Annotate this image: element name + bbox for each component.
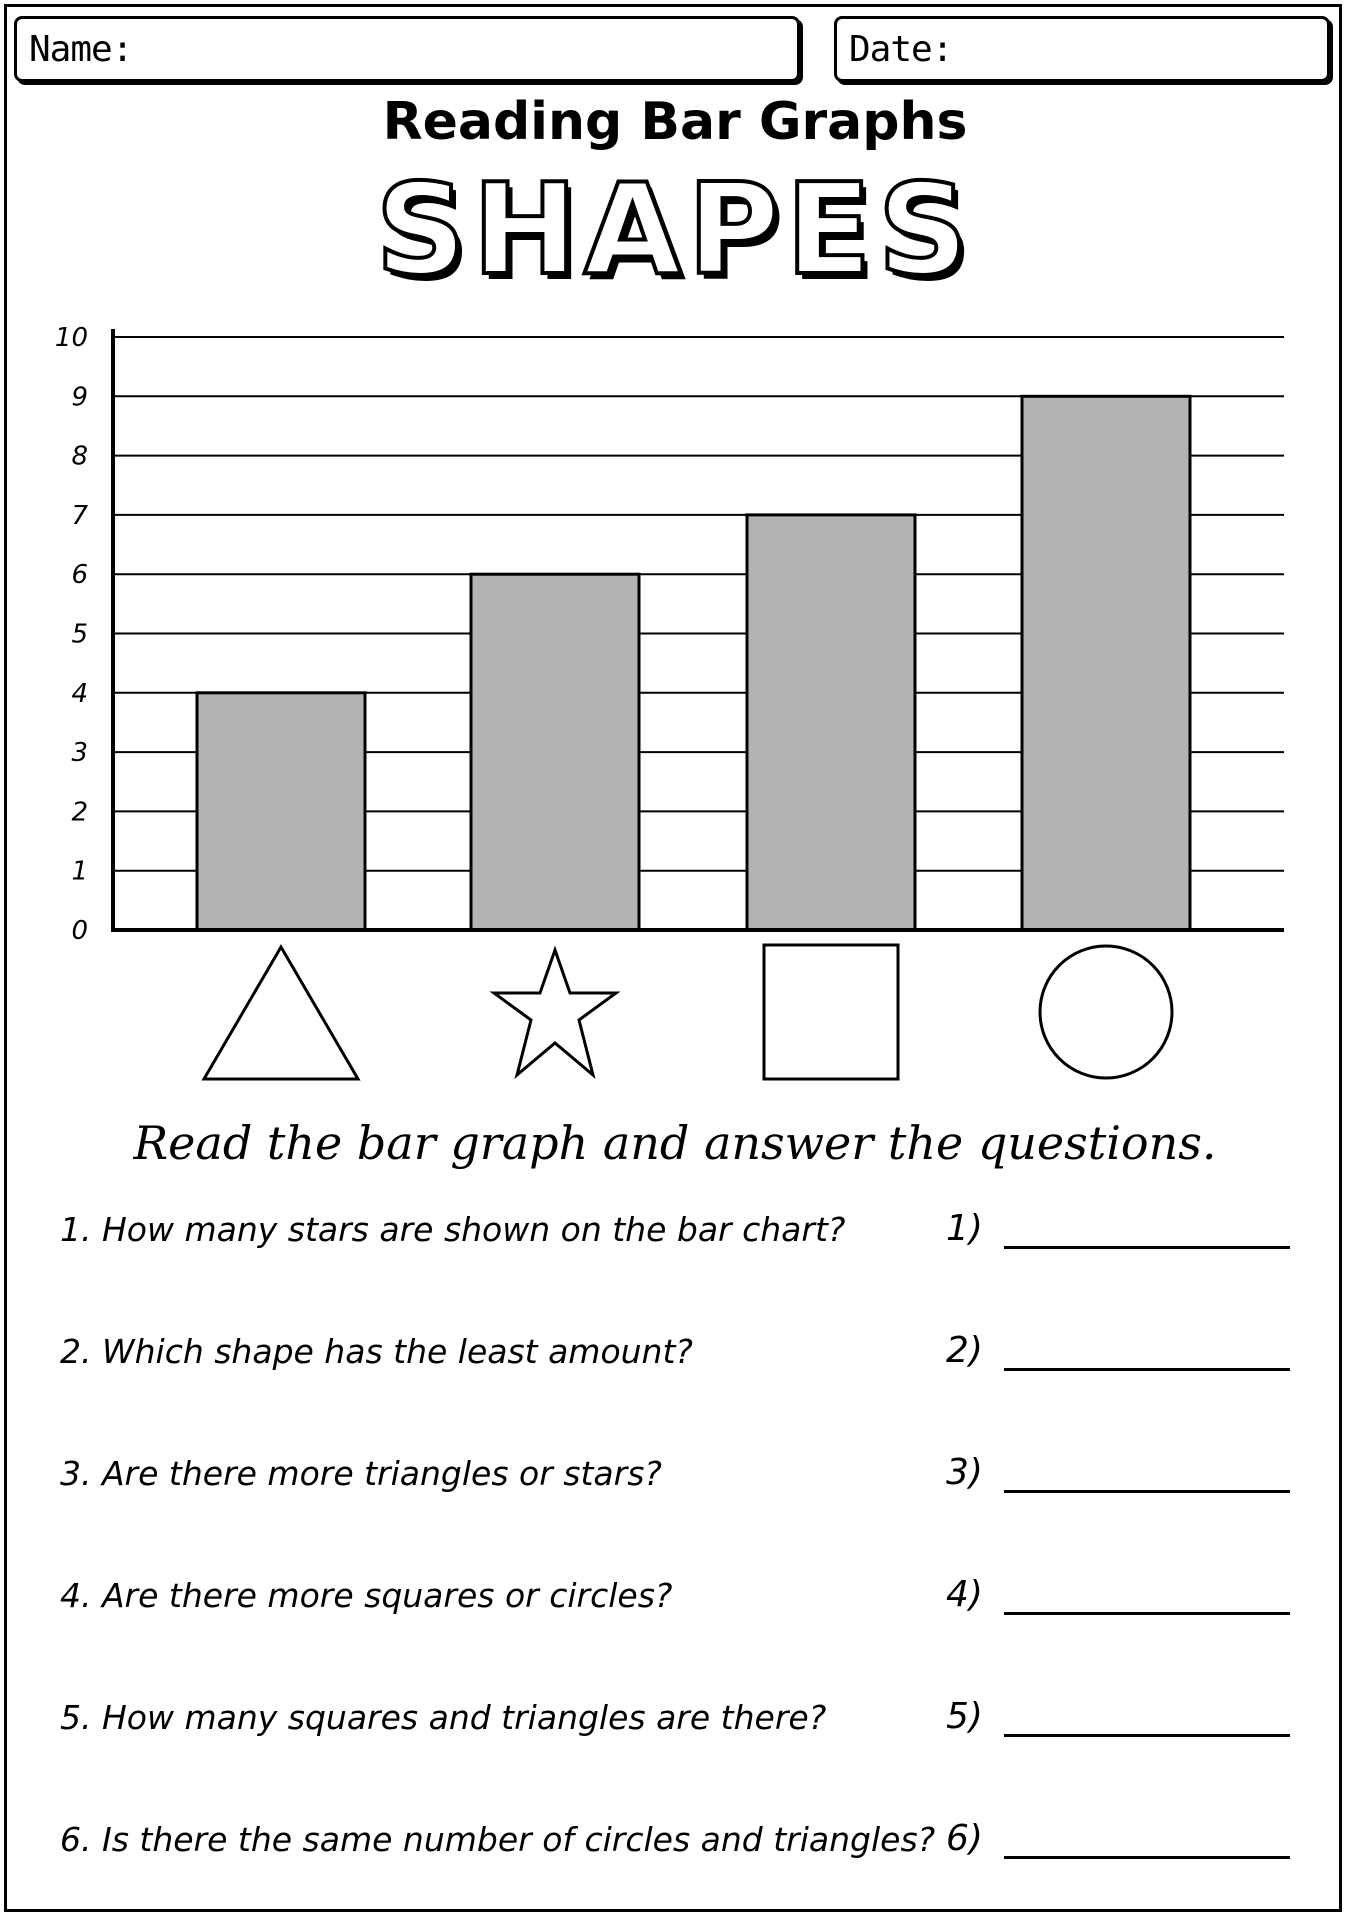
answer-blank[interactable] (1004, 1856, 1290, 1859)
answer-blank[interactable] (1004, 1734, 1290, 1737)
question-text: 4. Are there more squares or circles? (60, 1576, 673, 1615)
y-axis-ticks (55, 323, 89, 946)
answer-number: 3) (946, 1452, 983, 1493)
category-shape-icons (204, 945, 1172, 1079)
answer-number: 5) (946, 1696, 983, 1737)
star-icon (494, 950, 616, 1075)
instructions-text: Read the bar graph and answer the questions. (133, 1116, 1217, 1170)
question-text: 3. Are there more triangles or stars? (60, 1454, 662, 1493)
bar-square (747, 515, 915, 930)
y-tick-label: 3 (71, 738, 88, 769)
date-label: Date: (849, 29, 953, 70)
square-icon (764, 945, 898, 1079)
answer-number: 1) (946, 1208, 983, 1249)
question-text: 6. Is there the same number of circles and triangles? (60, 1820, 936, 1859)
question-text: 2. Which shape has the least amount? (60, 1332, 693, 1371)
bar-star (471, 574, 639, 930)
y-tick-label: 1 (71, 856, 88, 887)
y-tick-label: 0 (71, 916, 88, 946)
circle-icon (1040, 946, 1172, 1078)
triangle-icon (204, 947, 358, 1079)
answer-blank[interactable] (1004, 1368, 1290, 1371)
answer-number: 4) (946, 1574, 983, 1615)
name-label: Name: (29, 29, 133, 70)
answer-number: 6) (946, 1818, 983, 1859)
bar-triangle (197, 693, 365, 930)
y-tick-label: 8 (71, 441, 88, 472)
y-tick-label: 5 (71, 619, 88, 650)
y-tick-label: 6 (71, 560, 88, 591)
y-tick-label: 2 (71, 797, 88, 828)
y-tick-label: 9 (71, 382, 88, 413)
answer-blank[interactable] (1004, 1612, 1290, 1615)
worksheet-title: SHAPES (375, 156, 975, 303)
chart-bars (197, 396, 1190, 930)
answer-number: 2) (946, 1330, 983, 1371)
question-text: 1. How many stars are shown on the bar chart? (60, 1210, 846, 1249)
question-text: 5. How many squares and triangles are there? (60, 1698, 827, 1737)
y-tick-label: 4 (71, 678, 88, 709)
y-tick-label: 10 (54, 323, 88, 353)
answer-blank[interactable] (1004, 1246, 1290, 1249)
answer-blank[interactable] (1004, 1490, 1290, 1493)
bar-circle (1022, 396, 1190, 930)
worksheet-subtitle: Reading Bar Graphs (382, 92, 968, 152)
y-tick-label: 7 (71, 500, 88, 531)
